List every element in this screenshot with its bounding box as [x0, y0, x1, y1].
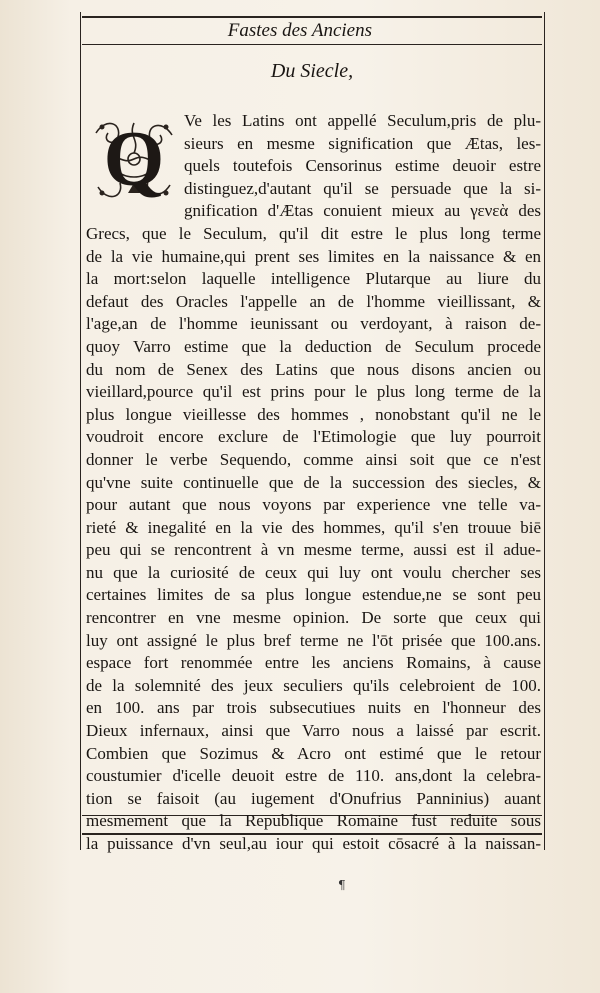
text-line: la puissance d'vn seul,au iour qui estoit cōsacré à la naissan-	[86, 834, 541, 853]
text-line: quels toutefois Censorinus estime deuoir estre	[184, 156, 541, 176]
text-line: de la vie humaine,qui prent ses limites en la naissance & en	[86, 246, 541, 266]
text-line: la mort:selon laquelle intelligence Plutarque au liure du	[86, 269, 541, 289]
text-line: du nom de Senex des Latins que nous disons ancien ou	[86, 359, 541, 379]
text-line: certaines limites de sa plus longue estendue,ne se sont peu	[86, 585, 541, 605]
text-line: qu'vne suite continuelle que de la succession des siecles, &	[86, 472, 541, 492]
text-line: espace fort renommée entre les anciens Romains, à cause	[86, 653, 541, 673]
text-line: l'age,an de l'homme ieunissant ou verdoyant, à raison de-	[86, 314, 541, 334]
text-line: voudroit encore exclure de l'Etimologie que luy pourroit	[86, 427, 541, 447]
text-line: pour autant que nous voyons par experience vne telle va-	[86, 495, 541, 515]
text-line: Ve les Latins ont appellé Seculum,pris de plu-	[184, 111, 541, 130]
text-line: luy ont assigné le plus bref terme ne l'ōt prisée que 100.ans.	[86, 630, 541, 650]
text-line: en 100. ans par trois subsecutiues nuits en l'honneur des	[86, 698, 541, 718]
text-line: vieillard,pource qu'il est prins pour le plus long terme de la	[86, 382, 541, 402]
text-line: coustumier d'icelle deuoit estre de 110. ans,dont la celebra-	[86, 766, 541, 786]
text-line: plus longue vieillesse des hommes , nonobstant qu'il ne le	[86, 404, 541, 424]
running-head: Fastes des Anciens	[227, 20, 372, 41]
text-line: tion se faisoit (au iugement d'Onufrius Panninius) auant	[86, 788, 541, 808]
text-line: gnification d'Ætas conuient mieux au γενεὰ des	[184, 201, 541, 221]
text-line: Dieux infernaux, ainsi que Varro nous a laissé par escrit.	[86, 721, 541, 741]
text-line: nu que la curiosité de ceux qui luy ont voulu chercher ses	[86, 562, 541, 582]
text-line: rieté & inegalité en la vie des hommes, qu'il s'en trouue biē	[86, 517, 541, 537]
text-line: peu qui se rencontrent à vn mesme terme, aussi est il adue-	[86, 540, 541, 560]
text-line: sieurs en mesme signification que Ætas, les-	[184, 133, 541, 153]
header-rule	[82, 44, 542, 45]
text-line: rencontrer en vne mesme opinion. De sorte que ceux qui	[86, 608, 541, 628]
body-text	[86, 110, 541, 856]
text-line: Grecs, que le Seculum, qu'il dit estre le plus long terme	[86, 223, 541, 243]
text-line: mesmement que la Republique Romaine fust reduite sous	[86, 811, 541, 831]
page-mark: ¶	[338, 878, 346, 892]
text-line: defaut des Oracles l'appelle an de l'homme vieillissant, &	[86, 291, 541, 311]
text-line: distinguez,d'autant qu'il se persuade que la si-	[184, 178, 541, 198]
section-title: Du Siecle,	[270, 60, 354, 82]
text-line: quoy Varro estime que la deduction de Seculum procede	[86, 336, 541, 356]
drop-cap-letter: Q	[103, 115, 165, 202]
text-line: de la solemnité des jeux seculiers qu'ils celebroient de 100.	[86, 675, 541, 695]
text-line: Combien que Sozimus & Acro ont estimé que le retour	[86, 743, 541, 763]
text-line: donner le verbe Sequendo, comme ainsi soit que ce n'est	[86, 449, 541, 469]
